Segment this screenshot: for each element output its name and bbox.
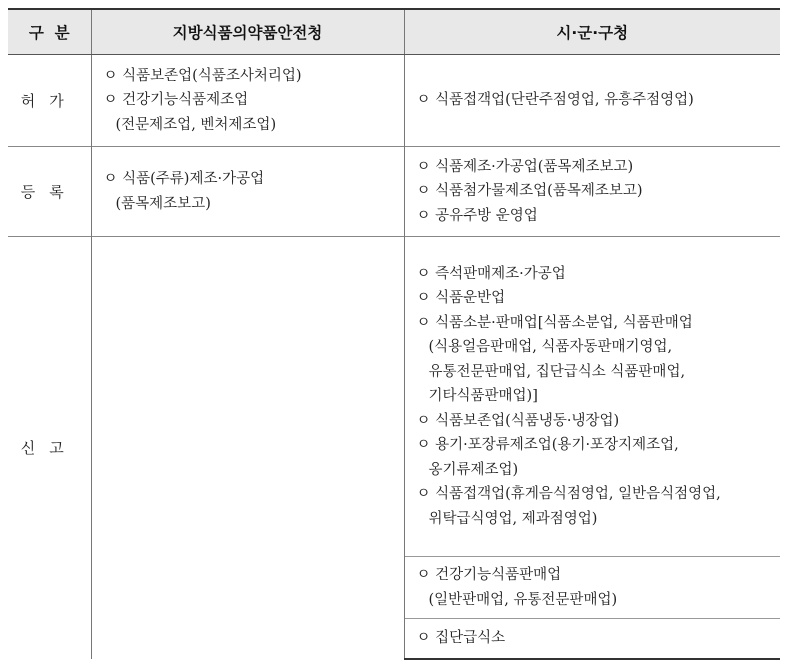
list-item: ㅇ 용기·포장류제조업(용기·포장지제조업, — [416, 437, 679, 454]
list-item-continuation: (식용얼음판매업, 식품자동판매기영업, — [428, 339, 673, 356]
list-item-continuation: (전문제조업, 벤처제조업) — [115, 116, 277, 133]
list-item-continuation: 기타식품판매업)] — [428, 388, 538, 405]
list-item: ㅇ 즉석판매제조·가공업 — [416, 265, 566, 282]
list-item: ㅇ 식품(주류)제조·가공업 — [103, 171, 265, 187]
permit-fda-list — [92, 58, 404, 144]
category-permit: 허가 — [20, 92, 78, 110]
list-item: ㅇ 식품접객업(단란주점영업, 유흥주점영업) — [416, 92, 694, 109]
register-fda-list — [92, 161, 404, 222]
list-item: ㅇ 공유주방 운영업 — [416, 207, 538, 224]
list-item-continuation: (품목제조보고) — [115, 195, 211, 212]
list-item-continuation: 위탁급식영업, 제과점영업) — [428, 510, 598, 527]
table-row-permit — [8, 55, 780, 147]
table-row-report — [8, 237, 780, 557]
list-item-continuation: 유통전문판매업, 집단급식소 식품판매업, — [428, 363, 686, 380]
list-item: ㅇ 건강기능식품판매업 — [416, 567, 562, 583]
permit-city-list — [405, 82, 781, 119]
business-classification-table — [8, 8, 780, 660]
table-header-row — [8, 9, 780, 55]
report-city-cafeteria-list — [405, 620, 781, 657]
report-fda-empty-cell — [91, 237, 404, 659]
list-item: ㅇ 식품보존업(식품냉동·냉장업) — [416, 412, 620, 429]
header-city-county-district: 시·군·구청 — [404, 9, 780, 55]
list-item: ㅇ 식품보존업(식품조사처리업) — [103, 67, 302, 84]
list-item: ㅇ 집단급식소 — [416, 630, 506, 646]
list-item-continuation: (일반판매업, 유통전문판매업) — [428, 591, 618, 608]
list-item: ㅇ 식품첨가물제조업(품목제조보고) — [416, 183, 643, 200]
list-item: ㅇ 식품운반업 — [416, 290, 506, 307]
list-item-continuation: 옹기류제조업) — [428, 461, 519, 478]
report-city-health-list — [405, 557, 781, 618]
category-report: 신고 — [8, 237, 91, 659]
table-row-register — [8, 147, 780, 237]
header-division: 구 분 — [8, 9, 91, 55]
report-city-main-list — [405, 256, 781, 538]
list-item: ㅇ 식품소분·판매업[식품소분업, 식품판매업 — [416, 314, 693, 331]
header-regional-fda: 지방식품의약품안전청 — [91, 9, 404, 55]
category-register: 등록 — [8, 147, 91, 237]
register-city-list — [405, 149, 781, 235]
list-item: ㅇ 식품제조·가공업(품목제조보고) — [416, 158, 634, 175]
list-item: ㅇ 식품접객업(휴게음식점영업, 일반음식점영업, — [416, 486, 721, 503]
list-item: ㅇ 건강기능식품제조업 — [103, 92, 249, 109]
